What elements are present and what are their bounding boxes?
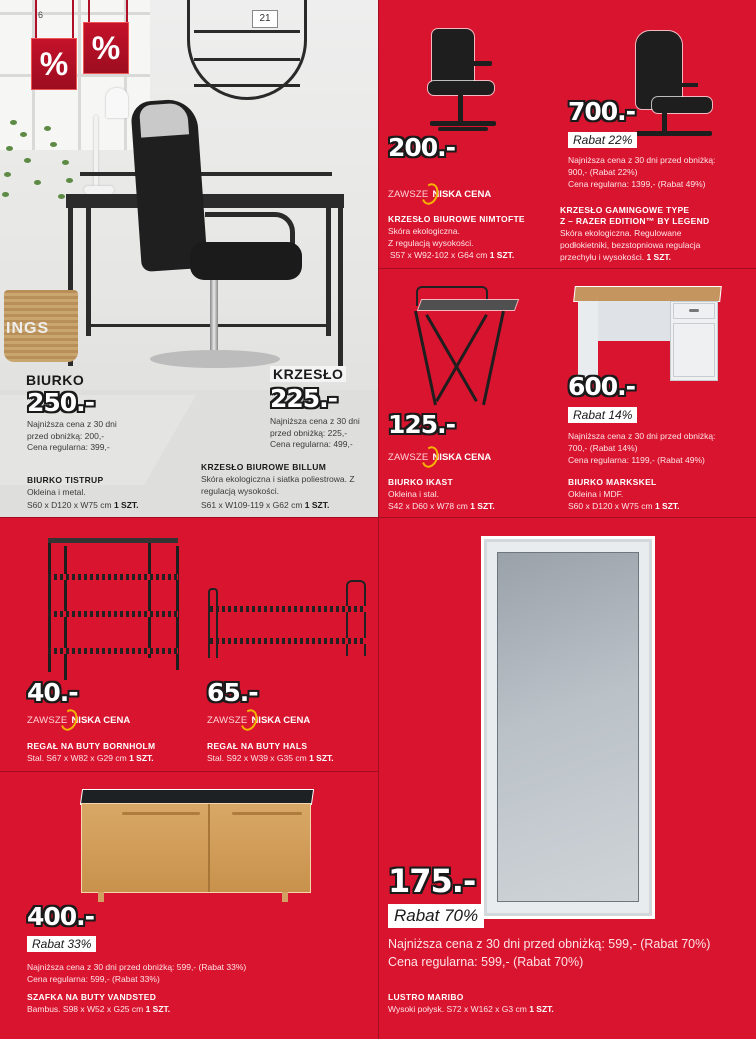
markskel-name: BIURKO MARKSKEL — [568, 477, 657, 487]
discount-tag-percent-icon: % — [31, 38, 77, 90]
nimtofte-price: 200.- — [388, 133, 456, 162]
desk-tistrup — [66, 194, 344, 208]
vandsted-lowest-price: Najniższa cena z 30 dni przed obniżką: 599,- (Rabat 33%) — [27, 962, 247, 972]
type-z-name: KRZESŁO GAMINGOWE TYPE — [560, 205, 690, 215]
office-chair-nimtofte-image — [420, 25, 520, 140]
shoe-cabinet-vandsted-image — [82, 786, 314, 902]
chair-name: KRZESŁO BIUROWE BILLUM — [201, 462, 327, 472]
maribo-regular-price: Cena regularna: 599,- (Rabat 70%) — [388, 955, 584, 969]
round-wall-shelf — [187, 0, 307, 100]
nimtofte-desc-2: Z regulacją wysokości. — [388, 238, 474, 248]
chair-regular-price: Cena regularna: 499,- — [270, 439, 353, 449]
chair-desc: Skóra ekologiczna i siatka poliestrowa. Z regulacją wysokości. — [201, 474, 355, 496]
ikast-desc: Okleina i stal. — [388, 489, 440, 499]
type-z-lowest-price-value: 900,- (Rabat 22%) — [568, 167, 638, 177]
type-z-desc-3: przechyłu i wysokości. 1 SZT. — [560, 252, 672, 262]
desk-regular-price: Cena regularna: 399,- — [27, 442, 110, 452]
maribo-name: LUSTRO MARIBO — [388, 992, 464, 1002]
desk-dims: S60 x D120 x W75 cm 1 SZT. — [27, 500, 139, 510]
hero-lifestyle-photo: 21 INGS BIURKO 250.- Najniższa cena z 30 dni przed obniżką: 200,- Cena regularna: 399,- BIURKO TISTRUP Okleina i metal. S60 x D120 x W75 cm 1 SZT. KRZESŁO 225.- Najniższa cena z 30 dni przed obniżką: 225,- Cena regularna: 499,- KRZESŁO BIUROWE BILLUM Skóra ekologiczna i siatka poliestrowa. Z regulacją wysokości. S61 x W109-119 x G62 cm 1 SZT. — [0, 0, 378, 517]
discount-tag-percent-icon: % — [83, 22, 129, 74]
markskel-dims: S60 x D120 x W75 cm 1 SZT. — [568, 501, 680, 511]
chair-price: 225.- — [270, 384, 338, 413]
desk-name: BIURKO TISTRUP — [27, 475, 104, 485]
bornholm-dims: Stal. S67 x W82 x G29 cm 1 SZT. — [27, 753, 154, 763]
desk-price: 250.- — [27, 388, 95, 417]
chair-lowest-price: Najniższa cena z 30 dni przed obniżką: 225,- — [270, 416, 360, 438]
desk-label: BIURKO — [26, 372, 85, 388]
hals-price: 65.- — [207, 678, 258, 707]
mirror-maribo-image — [481, 536, 655, 919]
markskel-desc: Okleina i MDF. — [568, 489, 624, 499]
desk-desc: Okleina i metal. — [27, 487, 86, 497]
type-z-regular-price: Cena regularna: 1399,- (Rabat 49%) — [568, 179, 706, 189]
ikast-name: BIURKO IKAST — [388, 477, 453, 487]
vandsted-dims: Bambus. S98 x W52 x G25 cm 1 SZT. — [27, 1004, 171, 1014]
maribo-price: 175.- — [388, 862, 476, 900]
type-z-name-2: Z – RAZER EDITION™ BY LEGEND — [560, 216, 710, 226]
chair-label: KRZESŁO — [270, 366, 346, 382]
vandsted-name: SZAFKA NA BUTY VANDSTED — [27, 992, 157, 1002]
orange-ring-icon — [419, 181, 442, 207]
calendar-block: 21 — [252, 10, 278, 28]
maribo-rabat-badge: Rabat 70% — [388, 904, 484, 928]
nimtofte-desc: Skóra ekologiczna. — [388, 226, 460, 236]
nimtofte-name: KRZESŁO BIUROWE NIMTOFTE — [388, 214, 525, 224]
zawsze-niska-cena-badge: ZAWSZE NISKA CENA — [207, 711, 310, 729]
orange-ring-icon — [58, 707, 81, 733]
page-number: 6 — [38, 10, 44, 20]
type-z-price: 700.- — [568, 97, 636, 126]
desk-markskel-image — [575, 285, 723, 385]
gaming-chair-type-z-image — [622, 25, 732, 140]
hals-dims: Stal. S92 x W39 x G35 cm 1 SZT. — [207, 753, 334, 763]
ikast-price: 125.- — [388, 410, 456, 439]
desk-lamp — [88, 88, 128, 198]
type-z-lowest-price: Najniższa cena z 30 dni przed obniżką: — [568, 155, 716, 165]
shoe-rack-bornholm-image — [46, 536, 182, 676]
shoe-rack-hals-image — [206, 578, 370, 664]
markskel-lowest-price: Najniższa cena z 30 dni przed obniżką: — [568, 431, 716, 441]
markskel-regular-price: Cena regularna: 1199,- (Rabat 49%) — [568, 455, 705, 465]
vandsted-price: 400.- — [27, 902, 95, 931]
zawsze-niska-cena-badge: ZAWSZE NISKA CENA — [388, 185, 491, 203]
desk-lowest-price: Najniższa cena z 30 dni przed obniżką: 200,- — [27, 419, 117, 441]
vandsted-regular-price: Cena regularna: 599,- (Rabat 33%) — [27, 974, 160, 984]
markskel-lowest-price-value: 700,- (Rabat 14%) — [568, 443, 638, 453]
vandsted-rabat-badge: Rabat 33% — [27, 936, 96, 952]
chair-dims: S61 x W109-119 x G62 cm 1 SZT. — [201, 500, 330, 510]
markskel-rabat-badge: Rabat 14% — [568, 407, 637, 423]
markskel-price: 600.- — [568, 372, 636, 401]
type-z-desc-2: podłokietniki, bezstopniowa regulacja — [560, 240, 701, 250]
hals-name: REGAŁ NA BUTY HALS — [207, 741, 308, 751]
folding-desk-ikast-image — [410, 280, 520, 412]
zawsze-niska-cena-badge: ZAWSZE NISKA CENA — [27, 711, 130, 729]
bornholm-name: REGAŁ NA BUTY BORNHOLM — [27, 741, 156, 751]
bornholm-price: 40.- — [27, 678, 78, 707]
type-z-desc: Skóra ekologiczna. Regulowane — [560, 228, 682, 238]
maribo-dims: Wysoki połysk. S72 x W162 x G3 cm 1 SZT. — [388, 1004, 554, 1014]
zawsze-niska-cena-badge: ZAWSZE NISKA CENA — [388, 448, 491, 466]
orange-ring-icon — [419, 444, 442, 470]
maribo-lowest-price: Najniższa cena z 30 dni przed obniżką: 599,- (Rabat 70%) — [388, 937, 711, 951]
ikast-dims: S42 x D60 x W78 cm 1 SZT. — [388, 501, 495, 511]
type-z-rabat-badge: Rabat 22% — [568, 132, 637, 148]
orange-ring-icon — [238, 707, 261, 733]
nimtofte-dims: S57 x W92-102 x G64 cm 1 SZT. — [390, 250, 515, 260]
